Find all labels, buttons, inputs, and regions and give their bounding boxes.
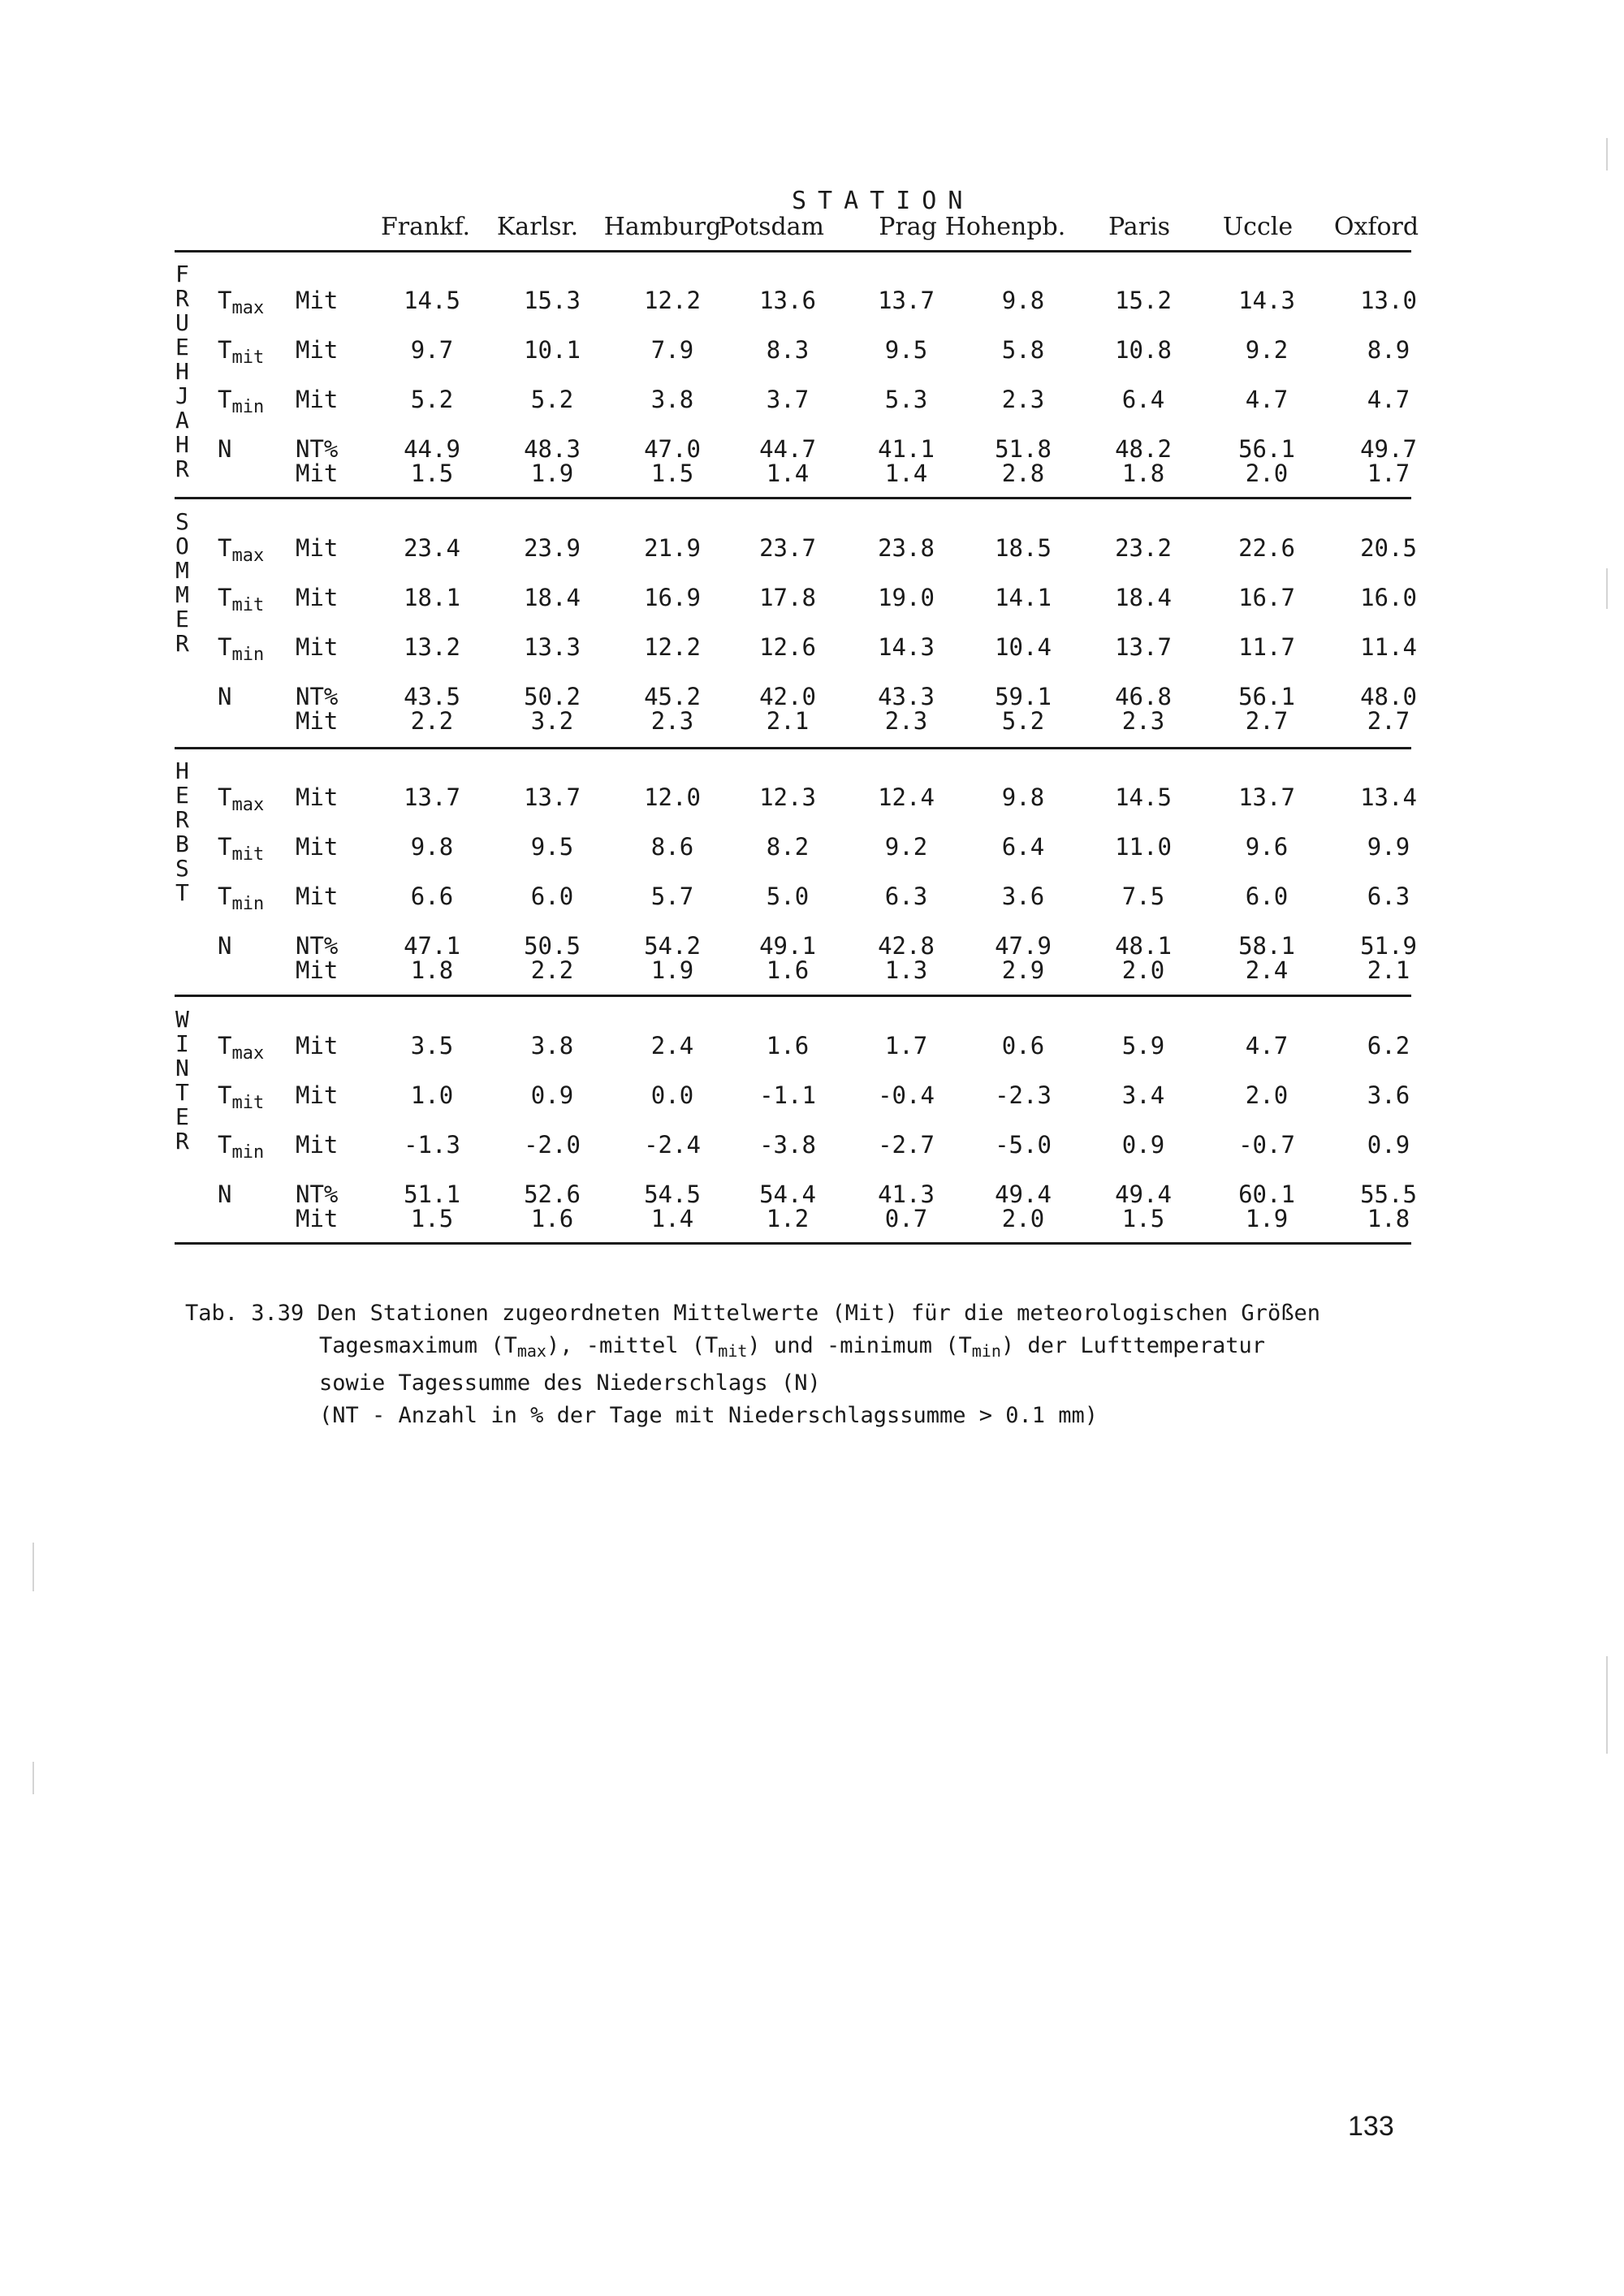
station-header: STATION: [792, 187, 974, 215]
table-cell: 11.0: [1115, 833, 1172, 861]
table-cell: -2.3: [995, 1081, 1052, 1109]
column-header: Hamburg: [603, 213, 722, 241]
stat-label: Mit: [296, 1032, 339, 1060]
table-cell: 48.0: [1360, 683, 1417, 710]
season-letter: S: [175, 855, 189, 882]
scan-edge-mark: [32, 1543, 34, 1591]
table-cell: 7.5: [1121, 883, 1165, 910]
table-cell: 8.9: [1367, 336, 1410, 364]
season-letter: U: [175, 309, 189, 336]
variable-label: $T_{min}$: [218, 386, 265, 417]
variable-label: $T_{min}$: [218, 633, 265, 665]
table-cell: 1.6: [766, 1032, 810, 1060]
table-cell: 18.4: [524, 584, 581, 611]
table-cell: 6.0: [1245, 883, 1289, 910]
season-letter: R: [175, 630, 189, 657]
table-cell: 23.7: [759, 534, 816, 562]
table-cell: 2.3: [884, 707, 928, 735]
table-cell: 46.8: [1115, 683, 1172, 710]
caption-line-4: (NT - Anzahl in % der Tage mit Niederschlagssumme > 0.1 mm): [319, 1403, 1099, 1428]
table-cell: 0.0: [650, 1081, 694, 1109]
scan-edge-mark: [1606, 138, 1608, 170]
table-cell: 5.7: [650, 883, 694, 910]
stat-label: NT%: [296, 1180, 339, 1208]
table-cell: -3.8: [759, 1131, 816, 1159]
table-cell: 18.5: [995, 534, 1052, 562]
rule-spring-end: [175, 497, 1411, 499]
table-cell: 13.0: [1360, 287, 1417, 314]
season-letter: I: [175, 1030, 189, 1057]
table-cell: 43.3: [878, 683, 935, 710]
table-cell: 48.2: [1115, 435, 1172, 463]
season-letter: R: [175, 806, 189, 833]
season-letter: R: [175, 455, 189, 482]
variable-label: $T_{min}$: [218, 1131, 265, 1163]
season-letter: M: [175, 557, 189, 584]
table-cell: 9.2: [884, 833, 928, 861]
table-cell: 1.8: [1121, 460, 1165, 487]
table-cell: 51.8: [995, 435, 1052, 463]
table-cell: 2.8: [1001, 460, 1045, 487]
table-cell: 22.6: [1238, 534, 1295, 562]
stat-label: Mit: [296, 336, 339, 364]
table-cell: 2.3: [650, 707, 694, 735]
table-cell: 12.3: [759, 783, 816, 811]
table-cell: 1.9: [1245, 1205, 1289, 1232]
column-header: Potsdam: [718, 213, 825, 241]
season-letter: F: [175, 261, 189, 287]
rule-autumn-end: [175, 995, 1411, 997]
table-cell: 5.2: [410, 386, 454, 413]
table-cell: 1.5: [410, 460, 454, 487]
table-cell: 20.5: [1360, 534, 1417, 562]
table-cell: 51.9: [1360, 932, 1417, 960]
stat-label: Mit: [296, 287, 339, 314]
table-cell: 2.0: [1245, 460, 1289, 487]
stat-label: Mit: [296, 1205, 339, 1232]
rule-summer-end: [175, 747, 1411, 749]
table-cell: 2.1: [1367, 956, 1410, 984]
table-cell: -0.4: [878, 1081, 935, 1109]
stat-label: Mit: [296, 534, 339, 562]
column-header: Karlsr.: [496, 213, 579, 241]
season-letter: A: [175, 407, 189, 434]
table-cell: 49.7: [1360, 435, 1417, 463]
table-cell: 50.5: [524, 932, 581, 960]
table-cell: 4.7: [1245, 1032, 1289, 1060]
table-cell: 54.2: [644, 932, 701, 960]
table-cell: 1.5: [410, 1205, 454, 1232]
scan-edge-mark: [32, 1762, 34, 1794]
table-cell: 45.2: [644, 683, 701, 710]
table-cell: 5.2: [530, 386, 574, 413]
table-cell: 5.0: [766, 883, 810, 910]
table-cell: 1.9: [650, 956, 694, 984]
season-letter: W: [175, 1006, 189, 1033]
table-cell: 58.1: [1238, 932, 1295, 960]
table-cell: 1.5: [650, 460, 694, 487]
table-cell: 19.0: [878, 584, 935, 611]
table-cell: 2.4: [1245, 956, 1289, 984]
table-cell: 6.3: [1367, 883, 1410, 910]
table-cell: 2.0: [1245, 1081, 1289, 1109]
table-cell: 9.5: [884, 336, 928, 364]
table-cell: 13.6: [759, 287, 816, 314]
table-cell: 17.8: [759, 584, 816, 611]
table-cell: 23.8: [878, 534, 935, 562]
table-cell: 60.1: [1238, 1180, 1295, 1208]
table-cell: -2.0: [524, 1131, 581, 1159]
table-cell: 54.5: [644, 1180, 701, 1208]
table-cell: 44.9: [404, 435, 460, 463]
table-cell: 42.8: [878, 932, 935, 960]
stat-label: Mit: [296, 833, 339, 861]
variable-label: $T_{mit}$: [218, 1081, 265, 1113]
table-cell: 14.5: [404, 287, 460, 314]
stat-label: Mit: [296, 883, 339, 910]
table-cell: 21.9: [644, 534, 701, 562]
table-cell: -1.3: [404, 1131, 460, 1159]
stat-label: Mit: [296, 584, 339, 611]
season-letter: R: [175, 1128, 189, 1154]
table-cell: 12.6: [759, 633, 816, 661]
table-cell: 55.5: [1360, 1180, 1417, 1208]
table-cell: 5.8: [1001, 336, 1045, 364]
variable-label: N: [218, 1180, 232, 1208]
table-cell: 15.2: [1115, 287, 1172, 314]
table-cell: 10.1: [524, 336, 581, 364]
season-letter: E: [175, 1103, 189, 1130]
table-cell: 0.9: [1367, 1131, 1410, 1159]
table-cell: 48.1: [1115, 932, 1172, 960]
table-cell: 8.6: [650, 833, 694, 861]
table-cell: 9.6: [1245, 833, 1289, 861]
table-cell: 2.7: [1245, 707, 1289, 735]
table-cell: 13.3: [524, 633, 581, 661]
season-letter: E: [175, 334, 189, 360]
table-cell: 9.9: [1367, 833, 1410, 861]
table-cell: 13.4: [1360, 783, 1417, 811]
table-cell: 2.4: [650, 1032, 694, 1060]
table-cell: 2.2: [410, 707, 454, 735]
season-letter: S: [175, 508, 189, 535]
table-cell: 3.8: [650, 386, 694, 413]
table-cell: 49.1: [759, 932, 816, 960]
table-cell: 2.7: [1367, 707, 1410, 735]
table-cell: 2.9: [1001, 956, 1045, 984]
rule-winter-end: [175, 1242, 1411, 1245]
season-letter: R: [175, 285, 189, 312]
table-cell: 4.7: [1367, 386, 1410, 413]
table-cell: 56.1: [1238, 435, 1295, 463]
season-letter: E: [175, 782, 189, 809]
table-cell: 11.4: [1360, 633, 1417, 661]
table-cell: 47.0: [644, 435, 701, 463]
table-cell: 23.4: [404, 534, 460, 562]
table-cell: 41.1: [878, 435, 935, 463]
table-cell: 16.0: [1360, 584, 1417, 611]
table-cell: 1.9: [530, 460, 574, 487]
variable-label: $T_{mit}$: [218, 584, 265, 615]
season-letter: J: [175, 382, 189, 409]
table-cell: 0.7: [884, 1205, 928, 1232]
table-cell: 5.3: [884, 386, 928, 413]
table-cell: 16.7: [1238, 584, 1295, 611]
variable-label: $T_{mit}$: [218, 833, 265, 865]
table-cell: 54.4: [759, 1180, 816, 1208]
stat-label: Mit: [296, 633, 339, 661]
column-header: Hohenpb.: [944, 213, 1066, 241]
table-cell: 12.2: [644, 287, 701, 314]
table-cell: 1.8: [1367, 1205, 1410, 1232]
table-cell: 0.9: [1121, 1131, 1165, 1159]
table-cell: 41.3: [878, 1180, 935, 1208]
variable-label: $T_{max}$: [218, 1032, 265, 1064]
table-cell: -0.7: [1238, 1131, 1295, 1159]
table-cell: 1.7: [1367, 460, 1410, 487]
table-cell: 14.5: [1115, 783, 1172, 811]
table-cell: 9.5: [530, 833, 574, 861]
table-cell: 1.6: [530, 1205, 574, 1232]
table-cell: 3.2: [530, 707, 574, 735]
stat-label: Mit: [296, 707, 339, 735]
season-letter: T: [175, 1079, 189, 1106]
variable-label: $T_{max}$: [218, 287, 265, 318]
table-cell: 1.3: [884, 956, 928, 984]
table-cell: 3.6: [1001, 883, 1045, 910]
stat-label: Mit: [296, 1081, 339, 1109]
table-cell: 2.1: [766, 707, 810, 735]
table-cell: 9.8: [1001, 287, 1045, 314]
variable-label: N: [218, 435, 232, 463]
season-letter: N: [175, 1055, 189, 1081]
rule-header: [175, 250, 1411, 252]
table-cell: 9.8: [410, 833, 454, 861]
table-cell: 51.1: [404, 1180, 460, 1208]
table-cell: 14.3: [878, 633, 935, 661]
page-number: 133: [1348, 2111, 1394, 2142]
variable-label: $T_{max}$: [218, 783, 265, 815]
table-cell: 5.9: [1121, 1032, 1165, 1060]
table-cell: 8.3: [766, 336, 810, 364]
table-cell: 18.1: [404, 584, 460, 611]
season-letter: E: [175, 606, 189, 632]
stat-label: Mit: [296, 956, 339, 984]
table-cell: -1.1: [759, 1081, 816, 1109]
table-cell: 47.9: [995, 932, 1052, 960]
table-cell: 49.4: [995, 1180, 1052, 1208]
table-cell: 12.0: [644, 783, 701, 811]
table-cell: 3.8: [530, 1032, 574, 1060]
stat-label: Mit: [296, 460, 339, 487]
table-cell: 3.4: [1121, 1081, 1165, 1109]
table-cell: 42.0: [759, 683, 816, 710]
table-cell: 1.6: [766, 956, 810, 984]
table-cell: 52.6: [524, 1180, 581, 1208]
scan-edge-mark: [1606, 568, 1608, 609]
table-cell: 9.7: [410, 336, 454, 364]
table-cell: 1.4: [650, 1205, 694, 1232]
table-cell: -2.4: [644, 1131, 701, 1159]
table-cell: 16.9: [644, 584, 701, 611]
table-cell: 3.7: [766, 386, 810, 413]
stat-label: Mit: [296, 386, 339, 413]
table-caption: [185, 1297, 1419, 1432]
table-cell: 6.3: [884, 883, 928, 910]
table-cell: 2.0: [1121, 956, 1165, 984]
season-letter: O: [175, 533, 189, 559]
table-cell: 15.3: [524, 287, 581, 314]
season-letter: H: [175, 358, 189, 385]
table-cell: 0.6: [1001, 1032, 1045, 1060]
table-cell: 1.0: [410, 1081, 454, 1109]
variable-label: N: [218, 932, 232, 960]
caption-line-2: Tagesmaximum $(T_{max})$, -mittel $(T_{mit})$ und -minimum $(T_{min})$ der Lufttemperatur: [319, 1333, 1265, 1361]
table-cell: 13.7: [878, 287, 935, 314]
table-cell: 18.4: [1115, 584, 1172, 611]
table-cell: 1.7: [884, 1032, 928, 1060]
table-cell: 4.7: [1245, 386, 1289, 413]
table-cell: 6.0: [530, 883, 574, 910]
stat-label: Mit: [296, 783, 339, 811]
table-cell: 1.8: [410, 956, 454, 984]
table-cell: 12.4: [878, 783, 935, 811]
table-cell: 9.8: [1001, 783, 1045, 811]
table-cell: 0.9: [530, 1081, 574, 1109]
table-cell: 59.1: [995, 683, 1052, 710]
table-cell: 50.2: [524, 683, 581, 710]
stat-label: Mit: [296, 1131, 339, 1159]
table-cell: 13.2: [404, 633, 460, 661]
season-letter: M: [175, 581, 189, 608]
table-cell: 1.5: [1121, 1205, 1165, 1232]
table-cell: 48.3: [524, 435, 581, 463]
table-cell: 56.1: [1238, 683, 1295, 710]
table-cell: 1.2: [766, 1205, 810, 1232]
table-cell: -2.7: [878, 1131, 935, 1159]
stat-label: NT%: [296, 435, 339, 463]
table-cell: 12.2: [644, 633, 701, 661]
table-cell: 2.2: [530, 956, 574, 984]
table-cell: 6.4: [1121, 386, 1165, 413]
table-cell: 44.7: [759, 435, 816, 463]
table-cell: 6.4: [1001, 833, 1045, 861]
table-cell: 13.7: [1115, 633, 1172, 661]
table-cell: 13.7: [404, 783, 460, 811]
scan-edge-mark: [1606, 1656, 1608, 1754]
table-cell: 6.6: [410, 883, 454, 910]
season-letter: T: [175, 879, 189, 906]
table-cell: 14.1: [995, 584, 1052, 611]
column-header: Oxford: [1333, 213, 1419, 241]
table-cell: 13.7: [1238, 783, 1295, 811]
table-cell: 10.8: [1115, 336, 1172, 364]
table-cell: 1.4: [884, 460, 928, 487]
table-cell: 10.4: [995, 633, 1052, 661]
caption-line-1: Tab. 3.39 Den Stationen zugeordneten Mittelwerte (Mit) für die meteorologischen Größen: [185, 1301, 1320, 1326]
table-cell: 7.9: [650, 336, 694, 364]
table-cell: 2.3: [1001, 386, 1045, 413]
column-header: Prag: [879, 213, 937, 241]
caption-line-3: sowie Tagessumme des Niederschlags (N): [319, 1370, 821, 1396]
table-cell: 11.7: [1238, 633, 1295, 661]
stat-label: NT%: [296, 683, 339, 710]
table-cell: 2.0: [1001, 1205, 1045, 1232]
table-cell: 6.2: [1367, 1032, 1410, 1060]
variable-label: $T_{mit}$: [218, 336, 265, 368]
table-cell: 9.2: [1245, 336, 1289, 364]
season-letter: H: [175, 757, 189, 784]
table-cell: 49.4: [1115, 1180, 1172, 1208]
stat-label: NT%: [296, 932, 339, 960]
column-header: Uccle: [1222, 213, 1294, 241]
table-cell: 2.3: [1121, 707, 1165, 735]
table-cell: 3.6: [1367, 1081, 1410, 1109]
column-header: Paris: [1108, 213, 1171, 241]
table-cell: 3.5: [410, 1032, 454, 1060]
table-cell: 8.2: [766, 833, 810, 861]
table-cell: 1.4: [766, 460, 810, 487]
table-cell: -5.0: [995, 1131, 1052, 1159]
season-letter: B: [175, 831, 189, 857]
column-header: Frankf.: [380, 213, 471, 241]
table-cell: 43.5: [404, 683, 460, 710]
variable-label: N: [218, 683, 232, 710]
table-cell: 23.9: [524, 534, 581, 562]
table-cell: 23.2: [1115, 534, 1172, 562]
season-letter: H: [175, 431, 189, 458]
variable-label: $T_{min}$: [218, 883, 265, 914]
variable-label: $T_{max}$: [218, 534, 265, 566]
table-cell: 14.3: [1238, 287, 1295, 314]
table-cell: 5.2: [1001, 707, 1045, 735]
table-cell: 13.7: [524, 783, 581, 811]
table-cell: 47.1: [404, 932, 460, 960]
